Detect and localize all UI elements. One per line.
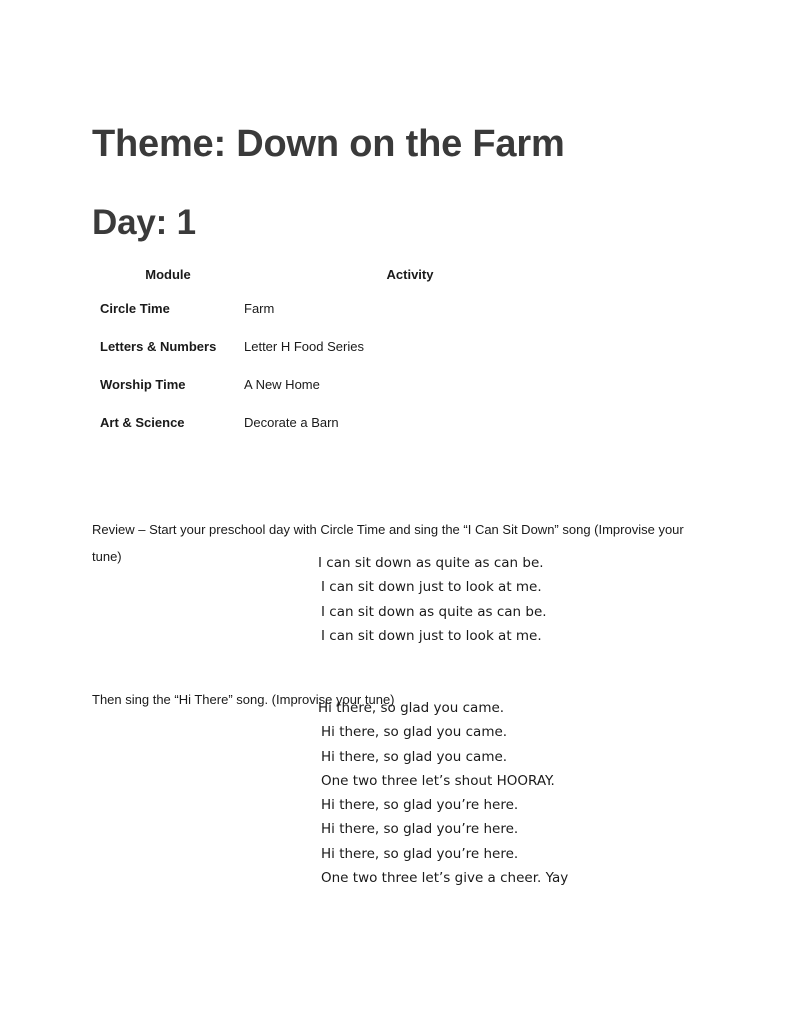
column-header-module: Module	[145, 267, 191, 282]
cell-activity: Letter H Food Series	[244, 339, 364, 354]
lyric-line: Hi there, so glad you came.	[318, 700, 505, 716]
lyric-line: I can sit down just to look at me.	[321, 627, 542, 644]
lyric-line: I can sit down just to look at me.	[321, 579, 542, 596]
lyric-line: Hi there, so glad you came.	[321, 748, 508, 765]
lyric-line: Hi there, so glad you’re here.	[321, 797, 519, 814]
song-lyrics-hi-there	[318, 696, 568, 890]
lyric-line: Hi there, so glad you’re here.	[321, 845, 519, 862]
review-paragraph: Review – Start your preschool day with Circle Time and sing the “I Can Sit Down” song (Improvise your tune)	[92, 522, 684, 564]
cell-module: Letters & Numbers	[100, 339, 217, 354]
table-row	[92, 340, 562, 378]
cell-module: Art & Science	[100, 415, 185, 430]
lyric-line: I can sit down as quite as can be.	[318, 555, 544, 571]
cell-activity: A New Home	[244, 377, 320, 392]
lyric-line: One two three let’s shout HOORAY.	[321, 772, 555, 789]
day-heading: Day: 1	[92, 203, 196, 242]
lyric-line: I can sit down as quite as can be.	[321, 603, 547, 620]
cell-activity: Farm	[244, 301, 275, 316]
then-sing-paragraph: Then sing the “Hi There” song. (Improvise your tune)	[92, 692, 395, 707]
table-row	[92, 302, 562, 340]
column-header-activity: Activity	[386, 267, 434, 282]
cell-module: Circle Time	[100, 301, 170, 316]
lyric-line: Hi there, so glad you came.	[321, 724, 508, 741]
table-row	[92, 416, 562, 454]
song-lyrics-i-can-sit-down	[318, 551, 547, 648]
table-row	[92, 378, 562, 416]
lyric-line: Hi there, so glad you’re here.	[321, 821, 519, 838]
table-header-row	[92, 268, 562, 302]
schedule-table	[92, 268, 562, 454]
cell-module: Worship Time	[100, 377, 186, 392]
lyric-line: One two three let’s give a cheer. Yay	[321, 870, 569, 887]
theme-heading: Theme: Down on the Farm	[92, 123, 565, 165]
cell-activity: Decorate a Barn	[244, 415, 339, 430]
